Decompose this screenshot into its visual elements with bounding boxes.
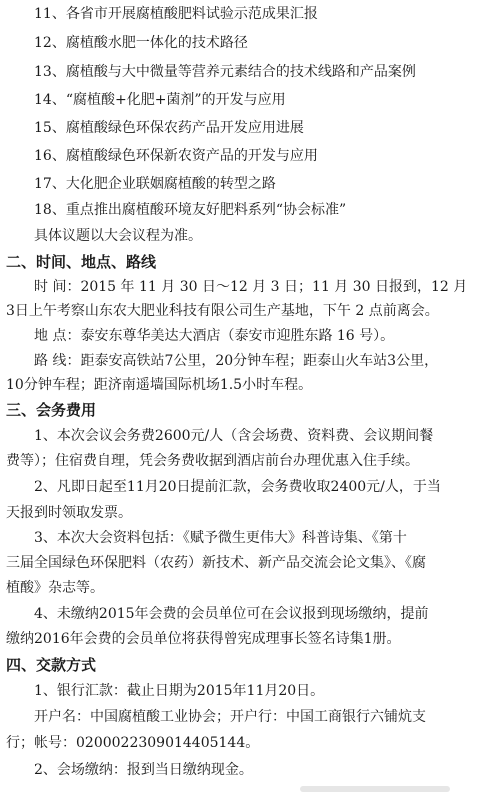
fee-para-4-line-1: 4、未缴纳2015年会费的会员单位可在会议报到现场缴纳，提前 — [34, 606, 429, 622]
agenda-item-13: 13、腐植酸与大中微量等营养元素结合的技术线路和产品案例 — [34, 64, 416, 80]
agenda-item-12: 12、腐植酸水肥一体化的技术路径 — [34, 35, 248, 51]
agenda-note: 具体议题以大会议程为准。 — [34, 228, 202, 244]
fee-para-3-line-3: 植酸》杂志等。 — [6, 580, 104, 596]
agenda-item-17: 17、大化肥企业联姻腐植酸的转型之路 — [34, 176, 276, 192]
payment-account-line-2: 行；帐号：0200022309014405144。 — [6, 735, 260, 751]
fee-para-2-line-2: 天报到时领取发票。 — [6, 505, 132, 521]
payment-account-line-1: 开户名：中国腐植酸工业协会；开户行：中国工商银行六铺炕支 — [34, 709, 426, 725]
fee-para-3-line-1: 3、本次大会资料包括：《赋予微生更伟大》科普诗集、《第十 — [34, 530, 407, 546]
agenda-item-14: 14、“腐植酸+化肥+菌剂”的开发与应用 — [34, 92, 286, 108]
agenda-item-18: 18、重点推出腐植酸环境友好肥料系列“协会标准” — [34, 202, 347, 218]
fee-para-2-line-1: 2、凡即日起至11月20日提前汇款，会务费收取2400元/人，于当 — [34, 479, 441, 495]
fee-para-1-line-2: 费等）；住宿费自理，凭会务费收据到酒店前台办理优惠入住手续。 — [6, 453, 419, 469]
agenda-item-11: 11、各省市开展腐植酸肥料试验示范成果汇报 — [34, 6, 318, 22]
route-line-2: 10分钟车程；距济南遥墙国际机场1.5小时车程。 — [6, 377, 313, 393]
section-heading-time-place: 二、时间、地点、路线 — [6, 253, 157, 271]
place-line: 地 点：泰安东尊华美达大酒店（泰安市迎胜东路 16 号）。 — [34, 328, 395, 344]
payment-bank-line: 1、银行汇款：截止日期为2015年11月20日。 — [34, 683, 325, 699]
fee-para-1-line-1: 1、本次会议会务费2600元/人（含会场费、资料费、会议期间餐 — [34, 428, 434, 444]
watermark-strip — [300, 786, 450, 792]
fee-para-3-line-2: 三届全国绿色环保肥料（农药）新技术、新产品交流会论文集》、《腐 — [6, 555, 426, 571]
section-heading-payment: 四、交款方式 — [6, 656, 97, 674]
agenda-item-15: 15、腐植酸绿色环保农药产品开发应用进展 — [34, 120, 304, 136]
payment-onsite-line: 2、会场缴纳：报到当日缴纳现金。 — [34, 762, 253, 778]
fee-para-4-line-2: 缴纳2016年会费的会员单位将获得曾宪成理事长签名诗集1册。 — [6, 631, 401, 647]
section-heading-fees: 三、会务费用 — [6, 401, 97, 419]
time-line-2: 3日上午考察山东农大肥业科技有限公司生产基地，下午 2 点前离会。 — [6, 303, 439, 319]
route-line-1: 路 线：距泰安高铁站7公里，20分钟车程；距泰山火车站3公里， — [34, 353, 439, 369]
time-line-1: 时 间：2015 年 11 月 30 日～12 月 3 日；11 月 30 日报到，12 月 — [34, 279, 468, 295]
agenda-item-16: 16、腐植酸绿色环保新农资产品的开发与应用 — [34, 148, 318, 164]
